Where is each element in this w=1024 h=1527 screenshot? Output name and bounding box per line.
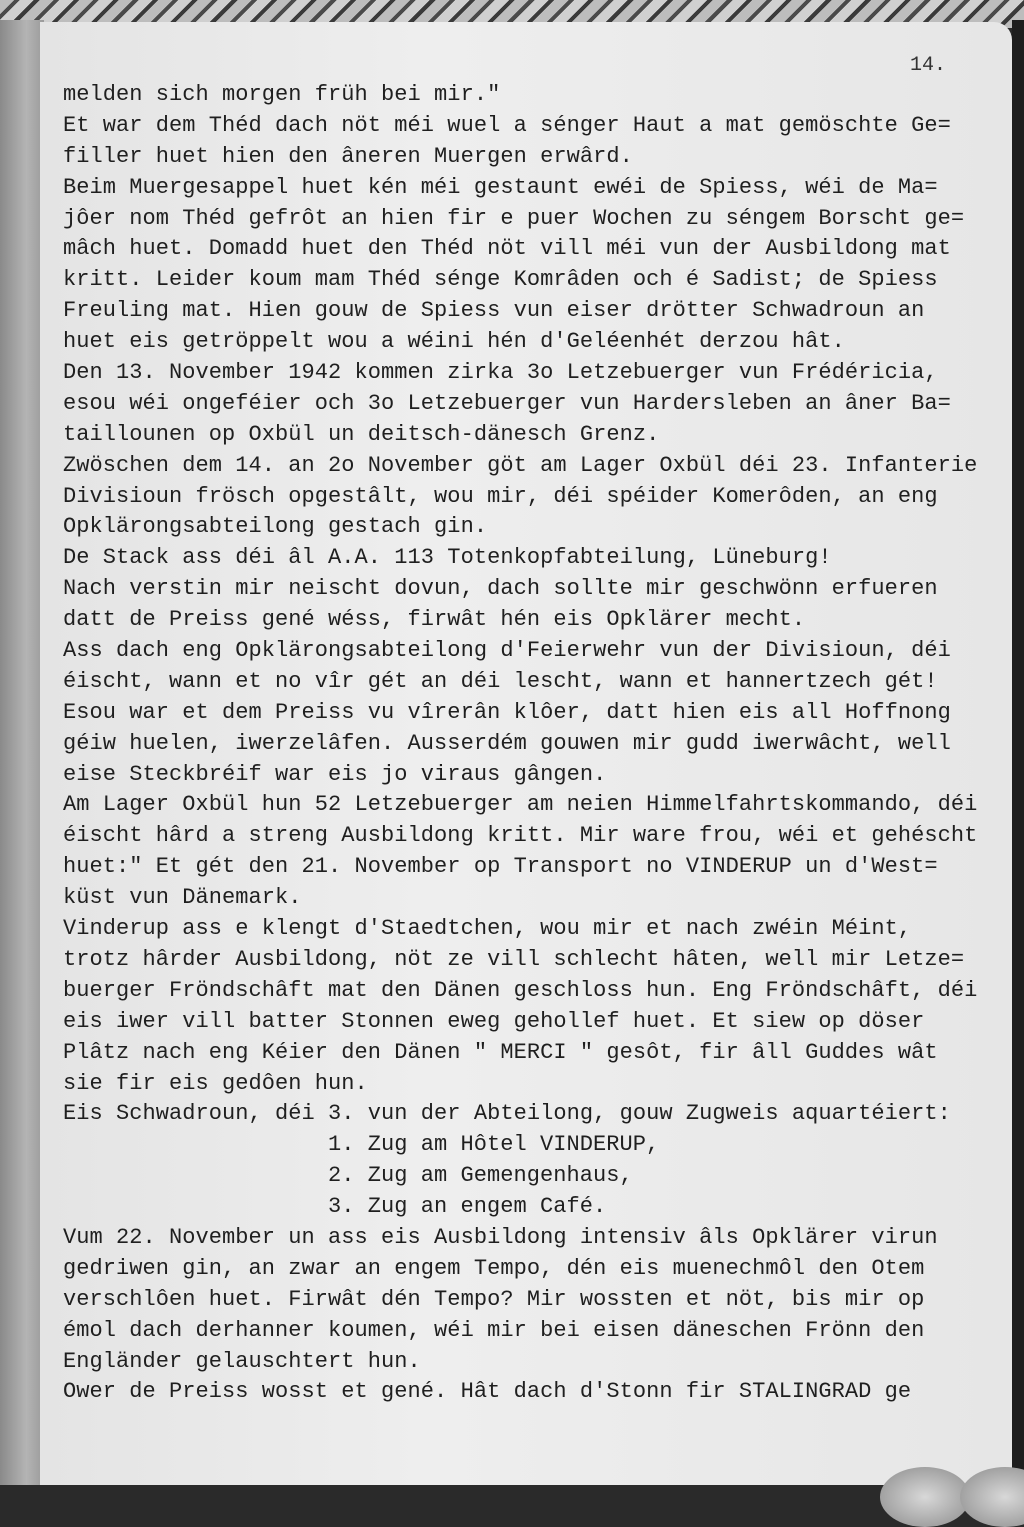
text-line: éischt, wann et no vîr gét an déi lescht, wann et hannertzech gét!: [63, 668, 938, 694]
text-line: Engländer gelauschtert hun.: [63, 1348, 421, 1374]
text-line: Opklärongsabteilong gestach gin.: [63, 514, 488, 540]
text-line: Divisioun frösch opgestâlt, wou mir, déi spéider Komerôden, an eng: [63, 483, 938, 509]
text-line: Esou war et dem Preiss vu vîrerân klôer, datt hien eis all Hoffnong: [63, 699, 951, 725]
text-line: Vum 22. November un ass eis Ausbildong intensiv âls Opklärer virun: [63, 1224, 938, 1250]
text-line: émol dach derhanner koumen, wéi mir bei eisen däneschen Frönn den: [63, 1317, 925, 1343]
list-item: 3. Zug an engem Café.: [328, 1194, 607, 1220]
text-line: géiw huelen, iwerzelâfen. Ausserdém gouwen mir gudd iwerwâcht, well: [63, 730, 951, 756]
text-line: küst vun Dänemark.: [63, 885, 302, 911]
text-line: mâch huet. Domadd huet den Théd nöt vill méi vun der Ausbildong mat: [63, 236, 951, 262]
text-line: Ower de Preiss wosst et gené. Hât dach d'Stonn fir STALINGRAD ge: [63, 1379, 912, 1405]
text-line: trotz hârder Ausbildong, nöt ze vill schlecht hâten, well mir Letze=: [63, 946, 965, 972]
text-line: Zwöschen dem 14. an 2o November göt am Lager Oxbül déi 23. Infanterie: [63, 452, 978, 478]
page-edge-right: [1012, 20, 1024, 1485]
list-item: 1. Zug am Hôtel VINDERUP,: [328, 1132, 660, 1158]
list-item: 2. Zug am Gemengenhaus,: [328, 1163, 633, 1189]
text-line: huet eis getröppelt wou a wéini hén d'Geléenhét derzou hât.: [63, 329, 845, 355]
text-line: Eis Schwadroun, déi 3. vun der Abteilong, gouw Zugweis aquartéiert:: [63, 1101, 951, 1127]
text-line: eise Steckbréif war eis jo viraus gângen.: [63, 761, 607, 787]
text-line: eis iwer vill batter Stonnen eweg gehollef huet. Et siew op döser: [63, 1008, 925, 1034]
text-line: Plâtz nach eng Kéier den Dänen " MERCI " gesôt, fir âll Guddes wât: [63, 1039, 938, 1065]
text-line: verschlôen huet. Firwât dén Tempo? Mir wossten et nöt, bis mir op: [63, 1286, 925, 1312]
text-line: kritt. Leider koum mam Théd sénge Komrâden och é Sadist; de Spiess: [63, 267, 938, 293]
text-line: filler huet hien den âneren Muergen erwârd.: [63, 143, 633, 169]
text-line: Et war dem Théd dach nöt méi wuel a sénger Haut a mat gemöschte Ge=: [63, 112, 951, 138]
text-line: Nach verstin mir neischt dovun, dach sollte mir geschwönn erfueren: [63, 576, 938, 602]
text-line: sie fir eis gedôen hun.: [63, 1070, 368, 1096]
text-line: gedriwen gin, an zwar an engem Tempo, dén eis muenechmôl den Otem: [63, 1255, 925, 1281]
text-line: jôer nom Théd gefrôt an hien fir e puer Wochen zu séngem Borscht ge=: [63, 205, 965, 231]
text-line: Beim Muergesappel huet kén méi gestaunt ewéi de Spiess, wéi de Ma=: [63, 174, 938, 200]
text-line: Freuling mat. Hien gouw de Spiess vun eiser drötter Schwadroun an: [63, 298, 925, 324]
text-line: taillounen op Oxbül un deitsch-dänesch Grenz.: [63, 421, 660, 447]
text-line: Am Lager Oxbül hun 52 Letzebuerger am neien Himmelfahrtskommando, déi: [63, 792, 978, 818]
document-body: [63, 80, 1003, 1408]
text-line: datt de Preiss gené wéss, firwât hén eis Opklärer mecht.: [63, 607, 806, 633]
text-line: Ass dach eng Opklärongsabteilong d'Feierwehr vun der Divisioun, déi: [63, 638, 951, 664]
text-line: huet:" Et gét den 21. November op Transport no VINDERUP un d'West=: [63, 854, 938, 880]
text-line: esou wéi ongeféier och 3o Letzebuerger vun Hardersleben an âner Ba=: [63, 390, 951, 416]
text-line: Den 13. November 1942 kommen zirka 3o Letzebuerger vun Frédéricia,: [63, 360, 938, 386]
binder-ring: [880, 1467, 970, 1527]
text-line: De Stack ass déi âl A.A. 113 Totenkopfabteilung, Lüneburg!: [63, 545, 832, 571]
text-line: éischt hârd a streng Ausbildong kritt. Mir ware frou, wéi et gehéscht: [63, 823, 978, 849]
page-number: 14.: [910, 54, 947, 77]
text-line: melden sich morgen früh bei mir.": [63, 82, 501, 107]
text-line: Vinderup ass e klengt d'Staedtchen, wou mir et nach zwéin Méint,: [63, 916, 912, 942]
text-line: buerger Fröndschâft mat den Dänen geschloss hun. Eng Fröndschâft, déi: [63, 977, 978, 1003]
binder-edge-left: [0, 20, 44, 1485]
